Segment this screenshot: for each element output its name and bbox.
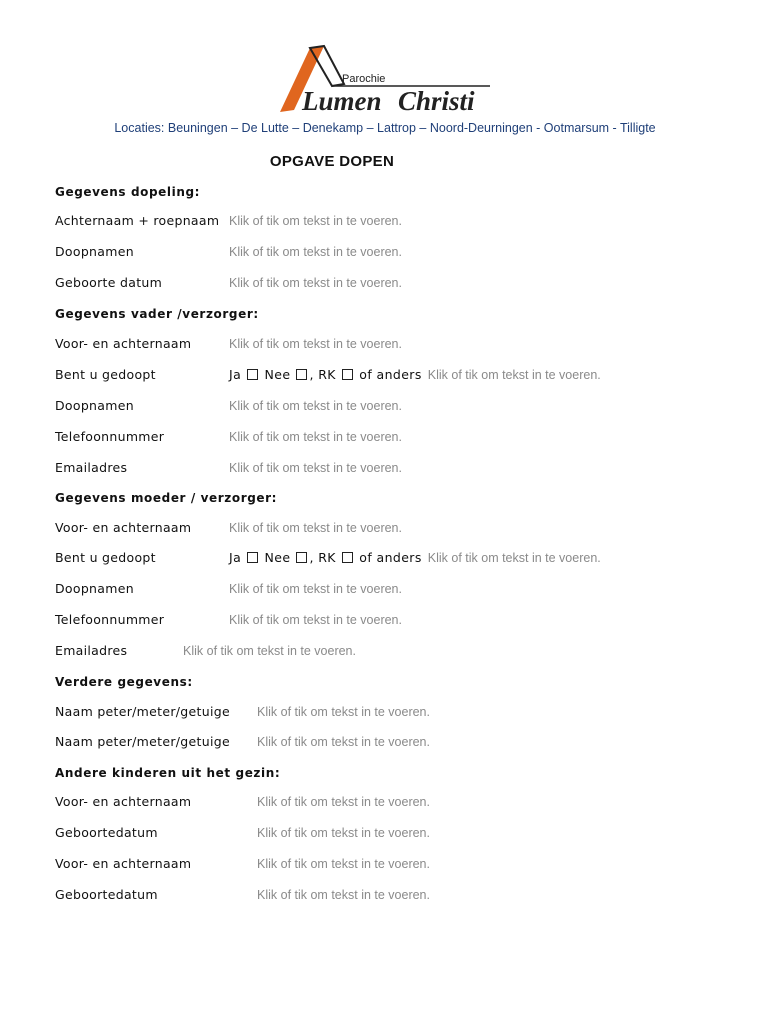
section-heading-vader: Gegevens vader /verzorger: xyxy=(55,307,259,321)
text-input-geboortedatum-dopeling[interactable]: Klik of tik om tekst in te voeren. xyxy=(229,276,402,290)
text-input-doopnamen-vader[interactable]: Klik of tik om tekst in te voeren. xyxy=(229,399,402,413)
field-label: Emailadres xyxy=(55,460,128,475)
logo-small-text: Parochie xyxy=(342,73,386,85)
section-heading-moeder: Gegevens moeder / verzorger: xyxy=(55,491,278,505)
text-input-doopnamen-moeder[interactable]: Klik of tik om tekst in te voeren. xyxy=(229,582,402,596)
text-input-kind-geboortedatum-1[interactable]: Klik of tik om tekst in te voeren. xyxy=(257,826,430,840)
option-label-ja: Ja xyxy=(229,550,242,565)
field-label: Naam peter/meter/getuige xyxy=(55,734,230,749)
field-label: Voor- en achternaam xyxy=(55,856,192,871)
field-label: Geboorte datum xyxy=(55,275,163,290)
field-label: Doopnamen xyxy=(55,398,134,413)
text-input-telefoon-vader[interactable]: Klik of tik om tekst in te voeren. xyxy=(229,430,402,444)
text-input-kind-geboortedatum-2[interactable]: Klik of tik om tekst in te voeren. xyxy=(257,888,430,902)
option-label-nee: Nee xyxy=(264,550,291,565)
field-label: Voor- en achternaam xyxy=(55,794,192,809)
text-input-kind-naam-2[interactable]: Klik of tik om tekst in te voeren. xyxy=(257,857,430,871)
locations-line: Locaties: Beuningen – De Lutte – Denekamp – Lattrop – Noord-Deurningen - Ootmarsum - Tilligte xyxy=(114,121,656,135)
section-heading-dopeling: Gegevens dopeling: xyxy=(55,185,201,199)
text-input-peter-1[interactable]: Klik of tik om tekst in te voeren. xyxy=(257,705,430,719)
field-label: Bent u gedoopt xyxy=(55,550,156,565)
checkbox-rk-vader[interactable] xyxy=(342,369,353,380)
field-label: Doopnamen xyxy=(55,581,134,596)
parish-logo xyxy=(280,44,494,116)
text-input-naam-vader[interactable]: Klik of tik om tekst in te voeren. xyxy=(229,337,402,351)
field-label: Voor- en achternaam xyxy=(55,336,192,351)
text-input-doopnamen-dopeling[interactable]: Klik of tik om tekst in te voeren. xyxy=(229,245,402,259)
section-heading-kinderen: Andere kinderen uit het gezin: xyxy=(55,766,281,780)
logo-word-christi: Christi xyxy=(398,86,475,116)
field-label: Bent u gedoopt xyxy=(55,367,156,382)
checkbox-ja-vader[interactable] xyxy=(247,369,258,380)
checkbox-ja-moeder[interactable] xyxy=(247,552,258,563)
text-input-email-vader[interactable]: Klik of tik om tekst in te voeren. xyxy=(229,461,402,475)
field-label: Naam peter/meter/getuige xyxy=(55,704,230,719)
field-label: Voor- en achternaam xyxy=(55,520,192,535)
field-label: Telefoonnummer xyxy=(55,612,165,627)
checkbox-rk-moeder[interactable] xyxy=(342,552,353,563)
text-input-email-moeder[interactable]: Klik of tik om tekst in te voeren. xyxy=(183,644,356,658)
page-title: OPGAVE DOPEN xyxy=(269,153,395,170)
text-input-telefoon-moeder[interactable]: Klik of tik om tekst in te voeren. xyxy=(229,613,402,627)
option-label-ja: Ja xyxy=(229,367,242,382)
text-input-anders-moeder[interactable]: Klik of tik om tekst in te voeren. xyxy=(427,551,601,565)
option-label-anders: of anders xyxy=(359,550,422,565)
section-heading-verdere: Verdere gegevens: xyxy=(55,675,193,689)
field-label: Geboortedatum xyxy=(55,887,158,902)
baptized-options-moeder: Ja Nee , RK of anders Klik of tik om tekst in te voeren. xyxy=(229,550,601,565)
text-input-anders-vader[interactable]: Klik of tik om tekst in te voeren. xyxy=(427,368,601,382)
field-label: Doopnamen xyxy=(55,244,134,259)
option-label-rk: RK xyxy=(318,367,336,382)
option-label-rk: RK xyxy=(318,550,336,565)
field-label: Achternaam + roepnaam xyxy=(55,213,220,228)
option-label-nee: Nee xyxy=(264,367,291,382)
text-input-peter-2[interactable]: Klik of tik om tekst in te voeren. xyxy=(257,735,430,749)
logo-word-lumen: Lumen xyxy=(302,86,382,116)
option-label-anders: of anders xyxy=(359,367,422,382)
text-input-kind-naam-1[interactable]: Klik of tik om tekst in te voeren. xyxy=(257,795,430,809)
checkbox-nee-moeder[interactable] xyxy=(296,552,307,563)
checkbox-nee-vader[interactable] xyxy=(296,369,307,380)
text-input-naam-moeder[interactable]: Klik of tik om tekst in te voeren. xyxy=(229,521,402,535)
baptized-options-vader: Ja Nee , RK of anders Klik of tik om tekst in te voeren. xyxy=(229,367,601,382)
field-label: Telefoonnummer xyxy=(55,429,165,444)
text-input-achternaam-roepnaam[interactable]: Klik of tik om tekst in te voeren. xyxy=(229,214,402,228)
field-label: Geboortedatum xyxy=(55,825,158,840)
field-label: Emailadres xyxy=(55,643,128,658)
